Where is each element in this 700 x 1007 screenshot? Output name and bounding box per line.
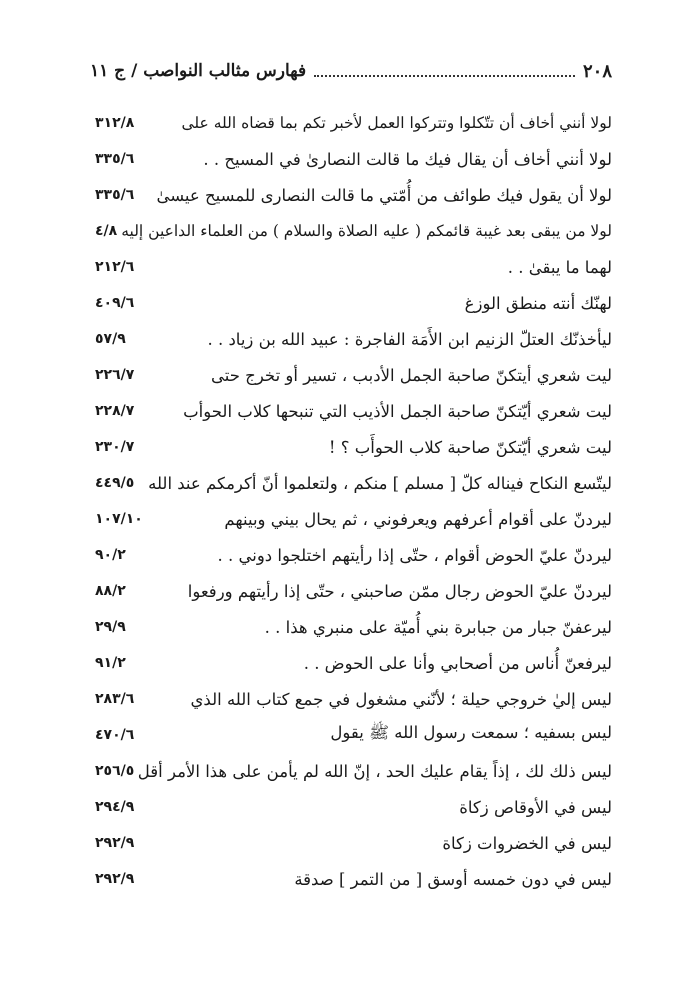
entry-reference: ٢١٢/٦	[95, 259, 135, 275]
index-entry	[95, 825, 612, 861]
index-entry	[95, 249, 612, 285]
entry-text: لهنّك أنته منطق الوزغ	[464, 293, 612, 313]
index-entry	[95, 429, 612, 465]
entry-reference: ٣٣٥/٦	[95, 187, 135, 203]
entry-text: ليس في الأوقاص زكاة	[459, 797, 612, 817]
entry-reference: ٥٧/٩	[95, 331, 126, 347]
entry-reference: ٩٠/٢	[95, 547, 126, 563]
index-entry	[95, 141, 612, 177]
entry-reference: ٤٤٩/٥	[95, 475, 135, 491]
entry-reference: ٢٩٢/٩	[95, 871, 135, 887]
entry-text: ليت شعري أيتكنّ صاحبة الجمل الأدبب ، تسير أو تخرج حتى	[211, 365, 612, 385]
entry-text: ليرعفنّ جبار من جبابرة بني أُميّة على منبري هذا . .	[264, 617, 612, 637]
index-entry	[95, 321, 612, 357]
index-entry	[95, 357, 612, 393]
page-number: ٢٠٨	[582, 60, 612, 82]
index-entry	[95, 537, 612, 573]
index-entry	[95, 717, 612, 753]
entry-text: ليردنّ عليّ الحوض أقوام ، حتّى إذا رأيتهم اختلجوا دوني . .	[217, 545, 612, 565]
entry-reference: ٢٩/٩	[95, 619, 126, 635]
entry-text: لولا أن يقول فيك طوائف من أُمّتي ما قالت النصارى للمسيح عيسىٰ	[156, 185, 612, 205]
entry-text: ليس بسفيه ؛ سمعت رسول الله ﷺ يقول	[330, 723, 612, 742]
entry-reference: ٢٩٢/٩	[95, 835, 135, 851]
entry-text: ليرفعنّ أُناس من أصحابي وأنا على الحوض . .	[303, 653, 612, 673]
index-entry	[95, 501, 612, 537]
entry-reference: ٨٨/٢	[95, 583, 126, 599]
index-entry	[95, 861, 612, 897]
index-entry	[95, 645, 612, 681]
entry-text: ليس في الخضروات زكاة	[442, 833, 612, 853]
header-dot-leader	[314, 75, 575, 77]
index-entry	[95, 285, 612, 321]
index-entry	[95, 213, 612, 249]
entry-reference: ١٠٧/١٠	[95, 511, 143, 527]
entry-reference: ٢٢٨/٧	[95, 403, 135, 419]
entry-reference: ٣١٢/٨	[95, 115, 135, 131]
index-entry	[95, 609, 612, 645]
entry-text: ليت شعري أيّتكنّ صاحبة الجمل الأذيب التي تنبحها كلاب الحوأب	[183, 401, 612, 421]
entry-reference: ٢٢٦/٧	[95, 367, 135, 383]
entry-text: لهما ما يبقىٰ . .	[507, 257, 612, 277]
entry-reference: ٤٠٩/٦	[95, 295, 135, 311]
entry-text: ليس في دون خمسه أوسق [ من التمر ] صدقة	[294, 869, 612, 889]
entry-reference: ٢٣٠/٧	[95, 439, 135, 455]
index-entry	[95, 681, 612, 717]
index-entries	[95, 105, 612, 897]
entry-text: ليردنّ على أقوام أعرفهم ويعرفوني ، ثم يحال بيني وبينهم	[224, 509, 612, 529]
entry-text: ليأخذنّك العتلّ الزنيم ابن الأَمَة الفاجرة : عبيد الله بن زياد . .	[207, 329, 612, 349]
entry-text: ليردنّ عليّ الحوض رجال ممّن صاحبني ، حتّى إذا رأيتهم ورفعوا	[187, 581, 612, 601]
entry-text: لولا من يبقى بعد غيبة قائمكم ( عليه الصلاة والسلام ) من العلماء الداعين إليه	[121, 222, 612, 240]
index-entry	[95, 789, 612, 825]
entry-text: ليت شعري أيّتكنّ صاحبة كلاب الحوأَب ؟ !	[328, 437, 612, 457]
entry-text: ليتّسع النكاح فيناله كلّ [ مسلم ] منكم ، ولتعلموا أنّ أكرمكم عند الله	[148, 473, 612, 493]
page-header	[90, 58, 612, 85]
index-entry	[95, 753, 612, 789]
entry-reference: ٣٣٥/٦	[95, 151, 135, 167]
entry-reference: ٢٥٦/٥	[95, 763, 135, 779]
entry-text: ليس إليٰ خروجي حيلة ؛ لأنّني مشغول في جمع كتاب الله الذي	[190, 689, 612, 709]
entry-text: ليس ذلك لك ، إذاً يقام عليك الحد ، إنّ الله لم يأمن على هذا الأمر أقل	[137, 761, 612, 781]
entry-reference: ٤٧٠/٦	[95, 727, 135, 743]
entry-reference: ٢٩٤/٩	[95, 799, 135, 815]
index-entry	[95, 177, 612, 213]
index-entry	[95, 105, 612, 141]
entry-reference: ٩١/٢	[95, 655, 126, 671]
entry-reference: ٢٨٣/٦	[95, 691, 135, 707]
running-title: فهارس مثالب النواصب / ج ١١	[90, 61, 307, 81]
entry-text: لولا أنني أخاف أن يقال فيك ما قالت النصارىٰ في المسيح . .	[203, 149, 612, 169]
entry-text: لولا أنني أخاف أن تتّكلوا وتتركوا العمل لأخبر تكم بما قضاه الله على	[181, 114, 612, 132]
index-entry	[95, 573, 612, 609]
index-entry	[95, 393, 612, 429]
entry-reference: ٤/٨	[95, 223, 118, 239]
index-entry	[95, 465, 612, 501]
